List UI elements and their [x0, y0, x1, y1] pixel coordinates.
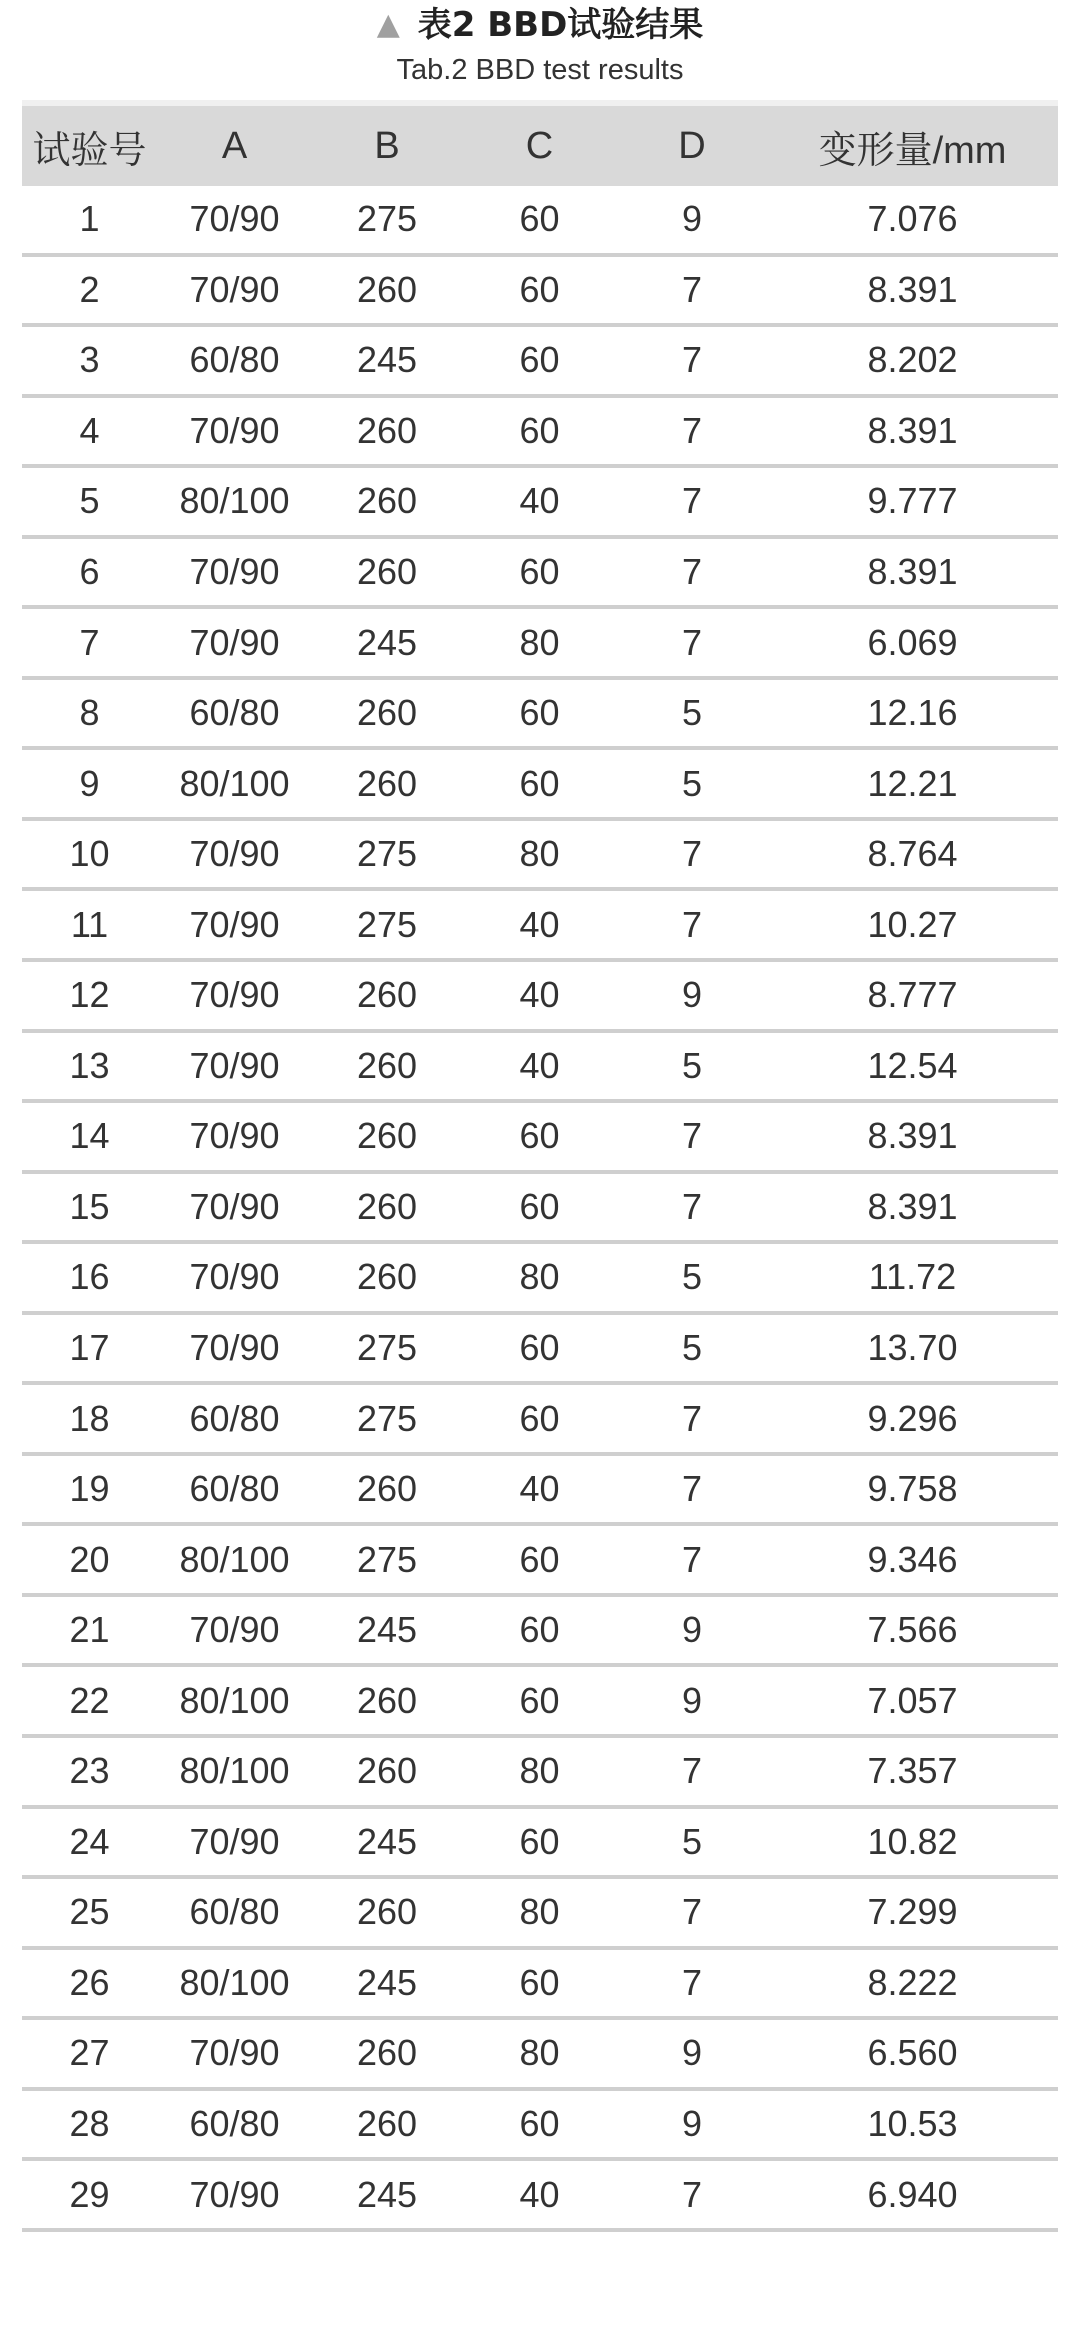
cell-trial-no: 3 — [79, 339, 100, 381]
cell-d: 7 — [681, 1750, 703, 1792]
cell-d: 9 — [681, 974, 703, 1016]
cell-c: 40 — [519, 480, 560, 522]
table-caption — [0, 0, 1080, 100]
cell-a: 80/100 — [179, 1538, 290, 1580]
cell-deformation: 6.069 — [867, 621, 958, 663]
cell-d: 5 — [681, 762, 703, 804]
cell-b: 260 — [356, 1256, 418, 1298]
table-row — [22, 398, 1058, 469]
table-row — [22, 2020, 1058, 2091]
cell-c: 60 — [519, 551, 560, 592]
cell-d: 7 — [681, 268, 703, 310]
cell-deformation: 7.566 — [867, 1609, 958, 1651]
cell-b: 245 — [356, 339, 418, 381]
table-row — [22, 1526, 1058, 1597]
cell-trial-no: 18 — [69, 1397, 110, 1439]
cell-a: 70/90 — [189, 974, 280, 1016]
cell-deformation: 9.296 — [867, 1397, 958, 1439]
cell-a: 60/80 — [189, 1891, 280, 1933]
cell-d: 7 — [681, 1468, 703, 1510]
table-row — [22, 2161, 1058, 2232]
cell-a: 70/90 — [189, 621, 280, 663]
cell-b: 260 — [356, 1891, 418, 1933]
cell-deformation: 12.21 — [867, 762, 958, 804]
cell-c: 60 — [519, 1185, 560, 1227]
table-row — [22, 1597, 1058, 1668]
cell-c: 60 — [519, 1397, 560, 1439]
table-row — [22, 680, 1058, 751]
cell-c: 80 — [519, 1891, 560, 1933]
cell-a: 70/90 — [189, 198, 280, 240]
cell-d: 7 — [681, 1961, 703, 2003]
cell-a: 80/100 — [179, 1750, 290, 1792]
cell-d: 9 — [681, 1609, 703, 1651]
cell-c: 60 — [519, 1538, 560, 1580]
cell-b: 260 — [356, 1185, 418, 1227]
header-c: C — [525, 124, 554, 167]
cell-b: 245 — [356, 1820, 418, 1862]
table-row — [22, 750, 1058, 821]
cell-c: 60 — [519, 1679, 560, 1721]
cell-c: 60 — [519, 1961, 560, 2003]
cell-a: 60/80 — [189, 1468, 280, 1510]
cell-c: 60 — [519, 268, 560, 310]
cell-b: 260 — [356, 762, 418, 804]
cell-a: 70/90 — [189, 1609, 280, 1651]
cell-b: 260 — [356, 2032, 418, 2074]
header-trial-no: 试验号 — [32, 129, 147, 172]
cell-c: 80 — [519, 833, 560, 875]
cell-trial-no: 20 — [69, 1538, 110, 1580]
cell-b: 260 — [356, 974, 418, 1016]
cell-trial-no: 17 — [69, 1327, 110, 1369]
cell-a: 70/90 — [189, 1820, 280, 1862]
cell-deformation: 8.777 — [867, 974, 958, 1016]
results-table — [22, 100, 1058, 2232]
cell-b: 275 — [356, 833, 418, 875]
cell-d: 7 — [681, 339, 703, 381]
cell-c: 60 — [519, 692, 560, 734]
table-row — [22, 1809, 1058, 1880]
cell-b: 260 — [356, 1044, 418, 1086]
table-row — [22, 1385, 1058, 1456]
cell-a: 80/100 — [179, 480, 290, 522]
cell-trial-no: 24 — [69, 1820, 110, 1862]
cell-b: 260 — [356, 2103, 418, 2145]
cell-d: 9 — [681, 2032, 703, 2074]
table-row — [22, 327, 1058, 398]
cell-a: 80/100 — [179, 762, 290, 804]
cell-d: 9 — [681, 198, 703, 240]
cell-c: 60 — [519, 198, 560, 240]
cell-a: 80/100 — [179, 1679, 290, 1721]
cell-c: 60 — [519, 1115, 560, 1157]
cell-c: 60 — [519, 1327, 560, 1369]
cell-trial-no: 1 — [79, 198, 100, 240]
cell-c: 40 — [519, 2173, 560, 2215]
table-title — [0, 2, 1080, 48]
table-row — [22, 1950, 1058, 2021]
cell-d: 7 — [681, 833, 703, 875]
cell-deformation: 7.299 — [867, 1891, 958, 1933]
cell-trial-no: 16 — [69, 1256, 110, 1298]
table-row — [22, 1244, 1058, 1315]
cell-a: 60/80 — [189, 339, 280, 381]
cell-deformation: 10.53 — [867, 2103, 958, 2145]
table-row — [22, 539, 1058, 610]
cell-b: 275 — [356, 903, 418, 945]
cell-d: 7 — [681, 1891, 703, 1933]
cell-trial-no: 28 — [69, 2103, 110, 2145]
cell-trial-no: 22 — [69, 1679, 110, 1721]
cell-b: 260 — [356, 1115, 418, 1157]
table-row — [22, 186, 1058, 257]
cell-d: 5 — [681, 1820, 703, 1862]
cell-d: 7 — [681, 2173, 703, 2215]
table-row — [22, 1738, 1058, 1809]
table-row — [22, 1315, 1058, 1386]
cell-trial-no: 23 — [69, 1750, 110, 1792]
cell-deformation: 9.346 — [867, 1538, 958, 1580]
table-subtitle: Tab.2 BBD test results — [396, 54, 684, 86]
cell-deformation: 7.076 — [867, 198, 958, 240]
cell-d: 7 — [681, 903, 703, 945]
cell-d: 7 — [681, 1115, 703, 1157]
cell-trial-no: 6 — [79, 551, 100, 592]
cell-trial-no: 14 — [69, 1115, 110, 1157]
cell-c: 80 — [519, 1750, 560, 1792]
cell-b: 260 — [356, 1468, 418, 1510]
cell-d: 5 — [681, 1044, 703, 1086]
cell-trial-no: 19 — [69, 1468, 110, 1510]
cell-c: 40 — [519, 974, 560, 1016]
cell-d: 7 — [681, 1397, 703, 1439]
cell-c: 60 — [519, 762, 560, 804]
cell-a: 70/90 — [189, 2173, 280, 2215]
cell-deformation: 8.764 — [867, 833, 958, 875]
cell-a: 70/90 — [189, 268, 280, 310]
cell-c: 60 — [519, 1820, 560, 1862]
cell-deformation: 8.391 — [867, 1185, 958, 1227]
table-row — [22, 1103, 1058, 1174]
cell-deformation: 9.758 — [867, 1468, 958, 1510]
cell-b: 245 — [356, 621, 418, 663]
cell-a: 70/90 — [189, 1115, 280, 1157]
cell-c: 60 — [519, 1609, 560, 1651]
cell-deformation: 13.70 — [867, 1327, 958, 1369]
cell-deformation: 10.82 — [867, 1820, 958, 1862]
cell-trial-no: 2 — [79, 268, 100, 310]
cell-b: 260 — [356, 551, 418, 592]
cell-deformation: 12.54 — [867, 1044, 958, 1086]
cell-b: 260 — [356, 409, 418, 451]
cell-deformation: 11.72 — [868, 1256, 957, 1298]
cell-c: 80 — [519, 621, 560, 663]
cell-b: 260 — [356, 1679, 418, 1721]
cell-trial-no: 15 — [69, 1185, 110, 1227]
table-row — [22, 891, 1058, 962]
cell-trial-no: 29 — [69, 2173, 110, 2215]
cell-a: 70/90 — [189, 903, 280, 945]
header-deformation: 变形量/mm — [818, 129, 1007, 172]
cell-a: 70/90 — [189, 833, 280, 875]
table-row — [22, 821, 1058, 892]
cell-b: 275 — [356, 1538, 418, 1580]
triangle-marker-icon: ▲ — [376, 7, 400, 42]
cell-deformation: 6.940 — [867, 2173, 958, 2215]
cell-c: 60 — [519, 2103, 560, 2145]
cell-deformation: 8.391 — [867, 551, 958, 592]
cell-d: 7 — [681, 621, 703, 663]
cell-trial-no: 21 — [69, 1609, 110, 1651]
cell-trial-no: 10 — [69, 833, 110, 875]
table-row — [22, 1033, 1058, 1104]
table-body — [22, 186, 1058, 2232]
cell-b: 275 — [356, 1327, 418, 1369]
cell-d: 7 — [681, 480, 703, 522]
cell-trial-no: 11 — [70, 903, 109, 945]
cell-a: 70/90 — [189, 409, 280, 451]
header-a: A — [221, 124, 248, 167]
cell-deformation: 6.560 — [867, 2032, 958, 2074]
table-header-row — [22, 100, 1058, 186]
table-row — [22, 468, 1058, 539]
cell-deformation: 7.057 — [867, 1679, 958, 1721]
header-d: D — [678, 124, 706, 167]
cell-a: 70/90 — [189, 1256, 280, 1298]
table-title-text: 表2 BBD试验结果 — [417, 5, 704, 45]
cell-a: 70/90 — [189, 551, 280, 592]
cell-c: 80 — [519, 1256, 560, 1298]
cell-deformation: 8.391 — [867, 1115, 958, 1157]
cell-trial-no: 27 — [69, 2032, 110, 2074]
cell-d: 5 — [681, 692, 703, 734]
cell-deformation: 9.777 — [867, 480, 958, 522]
cell-trial-no: 4 — [79, 409, 100, 451]
table-row — [22, 962, 1058, 1033]
cell-a: 70/90 — [189, 1185, 280, 1227]
cell-c: 40 — [519, 903, 560, 945]
cell-b: 260 — [356, 480, 418, 522]
table-row — [22, 1667, 1058, 1738]
cell-a: 60/80 — [189, 2103, 280, 2145]
cell-deformation: 8.222 — [867, 1961, 958, 2003]
cell-b: 275 — [356, 1397, 418, 1439]
table-row — [22, 257, 1058, 328]
cell-c: 60 — [519, 409, 560, 451]
cell-trial-no: 8 — [79, 692, 100, 734]
cell-deformation: 12.16 — [867, 692, 958, 734]
cell-d: 5 — [681, 1327, 703, 1369]
cell-d: 7 — [681, 1538, 703, 1580]
cell-b: 245 — [356, 1961, 418, 2003]
cell-d: 7 — [681, 409, 703, 451]
cell-b: 260 — [356, 1750, 418, 1792]
table-row — [22, 1174, 1058, 1245]
cell-d: 9 — [681, 1679, 703, 1721]
cell-c: 40 — [519, 1044, 560, 1086]
cell-deformation: 7.357 — [867, 1750, 958, 1792]
cell-b: 260 — [356, 268, 418, 310]
cell-c: 40 — [519, 1468, 560, 1510]
cell-d: 7 — [681, 551, 703, 592]
header-b: B — [374, 124, 400, 167]
cell-trial-no: 26 — [69, 1961, 110, 2003]
cell-trial-no: 25 — [69, 1891, 110, 1933]
cell-deformation: 8.391 — [867, 268, 958, 310]
cell-a: 60/80 — [189, 1397, 280, 1439]
cell-a: 70/90 — [189, 1327, 280, 1369]
cell-b: 245 — [356, 1609, 418, 1651]
cell-a: 80/100 — [179, 1961, 290, 2003]
cell-b: 245 — [356, 2173, 418, 2215]
cell-c: 80 — [519, 2032, 560, 2074]
cell-d: 9 — [681, 2103, 703, 2145]
cell-c: 60 — [519, 339, 560, 381]
cell-trial-no: 5 — [79, 480, 100, 522]
cell-d: 5 — [681, 1256, 703, 1298]
cell-a: 70/90 — [189, 1044, 280, 1086]
cell-trial-no: 12 — [69, 974, 110, 1016]
cell-trial-no: 9 — [79, 762, 100, 804]
cell-deformation: 10.27 — [867, 903, 958, 945]
cell-deformation: 8.202 — [867, 339, 958, 381]
cell-trial-no: 7 — [79, 621, 100, 663]
cell-trial-no: 13 — [69, 1044, 110, 1086]
cell-d: 7 — [681, 1185, 703, 1227]
cell-a: 60/80 — [189, 692, 280, 734]
cell-b: 275 — [356, 198, 418, 240]
cell-a: 70/90 — [189, 2032, 280, 2074]
cell-b: 260 — [356, 692, 418, 734]
table-row — [22, 1879, 1058, 1950]
table-row — [22, 2091, 1058, 2162]
cell-deformation: 8.391 — [867, 409, 958, 451]
table-row — [22, 1456, 1058, 1527]
table-row — [22, 609, 1058, 680]
